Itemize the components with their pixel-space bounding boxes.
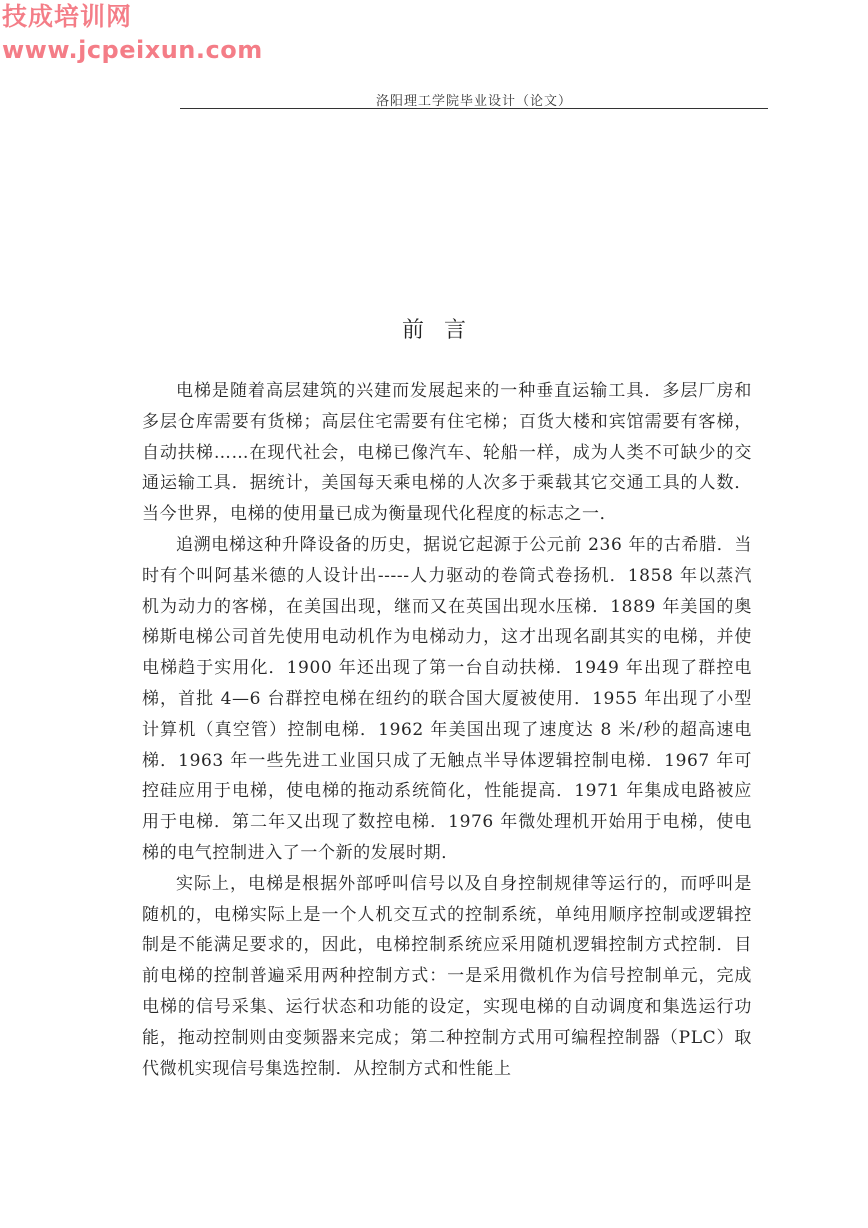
running-header: 洛阳理工学院毕业设计（论文） [375, 94, 572, 109]
page-title: 前言 [401, 318, 486, 343]
header-rule [180, 108, 768, 109]
watermark-url: www.jcpeixun.com [2, 36, 263, 64]
paragraph-3: 实际上，电梯是根据外部呼叫信号以及自身控制规律等运行的，而呼叫是随机的，电梯实际上是一个人机交互式的控制系统，单纯用顺序控制或逻辑控制是不能满足要求的，因此，电梯控制系统应采用随机逻辑控制方式控制．目前电梯的控制普遍采用两种控制方式：一是采用微机作为信号控制单元，完成电梯的信号采集、运行状态和功能的设定，实现电梯的自动调度和集选运行功能，拖动控制则由变频器来完成；第二种控制方式用可编程控制器（PLC）取代微机实现信号集选控制．从控制方式和性能上 [142, 873, 752, 1079]
watermark-title: 技成培训网 [2, 2, 133, 31]
paragraph-2: 追溯电梯这种升降设备的历史，据说它起源于公元前 236 年的古希腊．当时有个叫阿基米德的人设计出-----人力驱动的卷筒式卷扬机．1858 年以蒸汽机为动力的客梯，在美国出现，继而又在英国出现水压梯．1889 年美国的奥梯斯电梯公司首先使用电动机作为电梯动力，这才出现名副其实的电梯，并使电梯趋于实用化．1900 年还出现了第一台自动扶梯．1949 年出现了群控电梯，首批 4—6 台群控电梯在纽约的联合国大厦被使用．1955 年出现了小型计算机（真空管）控制电梯．1962 年美国出现了速度达 8 米/秒的超高速电梯．1963 年一些先进工业国只成了无触点半导体逻辑控制电梯．1967 年可控硅应用于电梯，使电梯的拖动系统简化，性能提高．1971 年集成电路被应用于电梯．第二年又出现了数控电梯．1976 年微处理机开始用于电梯，使电梯的电气控制进入了一个新的发展时期． [142, 534, 752, 863]
body-text [142, 376, 752, 1084]
watermark [2, 4, 263, 62]
paragraph-1: 电梯是随着高层建筑的兴建而发展起来的一种垂直运输工具．多层厂房和多层仓库需要有货梯；高层住宅需要有住宅梯；百货大楼和宾馆需要有客梯，自动扶梯……在现代社会，电梯已像汽车、轮船一样，成为人类不可缺少的交通运输工具．据统计，美国每天乘电梯的人次多于乘载其它交通工具的人数．当今世界，电梯的使用量已成为衡量现代化程度的标志之一． [142, 381, 752, 525]
